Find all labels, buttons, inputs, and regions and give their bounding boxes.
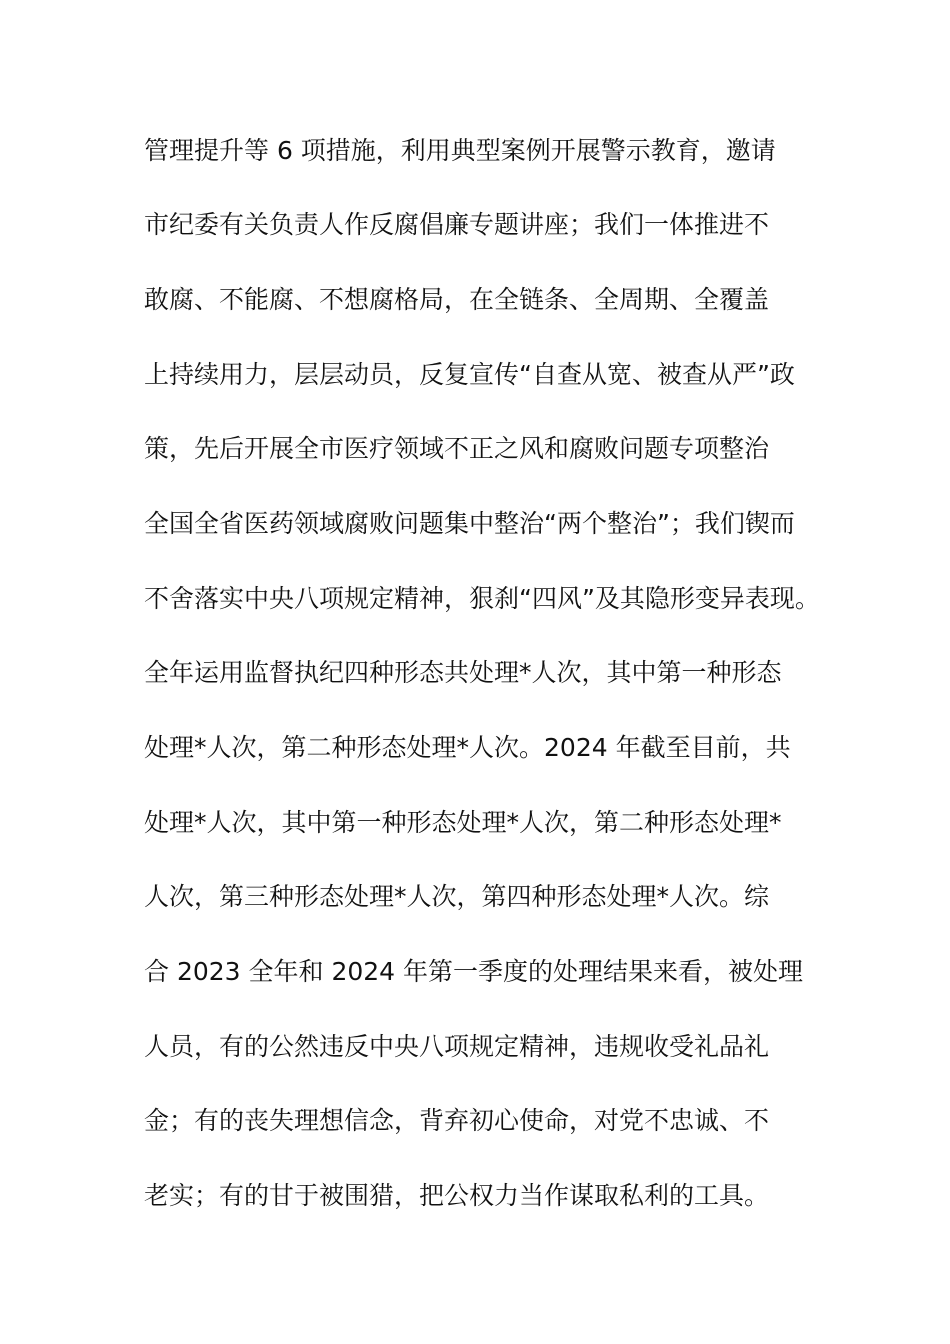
text-line: 市纪委有关负责人作反腐倡廉专题讲座；我们一体推进不 bbox=[144, 210, 770, 239]
text-line: 策，先后开展全市医疗领域不正之风和腐败问题专项整治 bbox=[144, 434, 770, 463]
text-line: 全国全省医药领域腐败问题集中整治“两个整治”；我们锲而 bbox=[144, 509, 795, 538]
text-line: 处理*人次，其中第一种形态处理*人次，第二种形态处理* bbox=[144, 808, 782, 837]
text-line: 全年运用监督执纪四种形态共处理*人次，其中第一种形态 bbox=[144, 658, 782, 687]
text-line: 人次，第三种形态处理*人次，第四种形态处理*人次。综 bbox=[144, 882, 770, 911]
text-line: 合 2023 全年和 2024 年第一季度的处理结果来看，被处理 bbox=[144, 957, 804, 986]
text-line: 老实；有的甘于被围猎，把公权力当作谋取私利的工具。 bbox=[144, 1181, 770, 1210]
text-line: 不舍落实中央八项规定精神，狠刹“四风”及其隐形变异表现。 bbox=[144, 584, 820, 613]
text-line: 管理提升等 6 项措施，利用典型案例开展警示教育，邀请 bbox=[144, 136, 776, 165]
text-line: 上持续用力，层层动员，反复宣传“自查从宽、被查从严”政 bbox=[144, 360, 795, 389]
text-line: 金；有的丧失理想信念，背弃初心使命，对党不忠诚、不 bbox=[144, 1106, 770, 1135]
text-line: 人员，有的公然违反中央八项规定精神，违规收受礼品礼 bbox=[144, 1032, 770, 1061]
text-line: 敢腐、不能腐、不想腐格局，在全链条、全周期、全覆盖 bbox=[144, 285, 770, 314]
text-line: 处理*人次，第二种形态处理*人次。2024 年截至目前，共 bbox=[144, 733, 791, 762]
